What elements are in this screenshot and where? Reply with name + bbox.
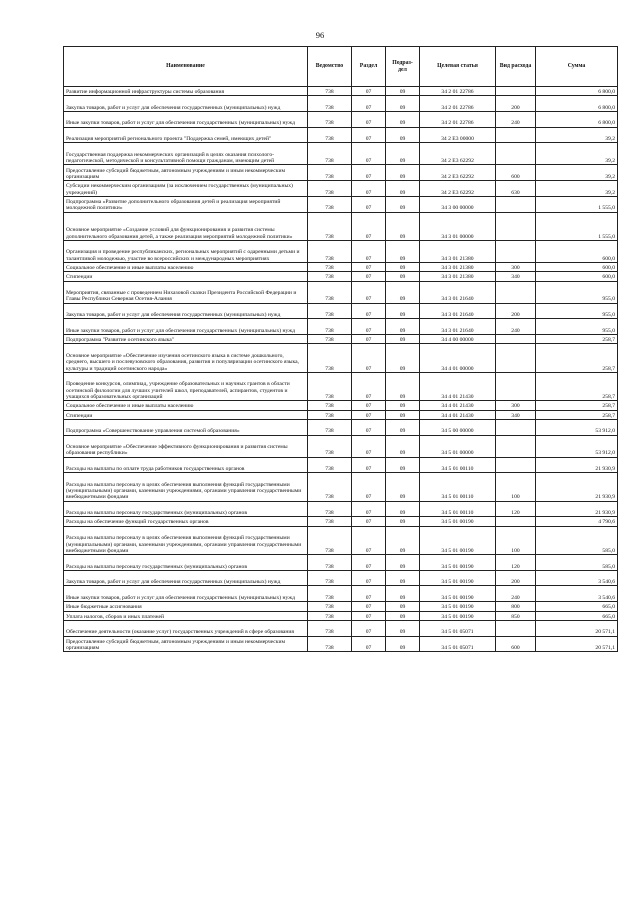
row-target-article: 34 5 01 00190 — [420, 517, 496, 526]
row-section: 07 — [352, 410, 386, 419]
row-department: 738 — [308, 602, 352, 611]
row-name: Социальное обеспечение и иные выплаты населению — [64, 401, 308, 410]
row-section: 07 — [352, 87, 386, 96]
table-row — [64, 87, 618, 96]
row-expense-type: 600 — [496, 165, 536, 181]
row-name: Расходы на выплаты персоналу государственных (муниципальных) органов — [64, 501, 308, 517]
row-name: Социальное обеспечение и иные выплаты населению — [64, 262, 308, 271]
row-subsection: 09 — [386, 501, 420, 517]
row-subsection: 09 — [386, 303, 420, 319]
row-target-article: 34 5 01 00110 — [420, 501, 496, 517]
row-name: Расходы на выплаты персоналу в целях обеспечения выполнения функций государственными (муниципальными) органами, казенными учреждениями, органами управления государственными внебюджетными фондами — [64, 526, 308, 554]
row-amount: 4 790,6 — [536, 517, 618, 526]
row-expense-type — [496, 196, 536, 212]
row-expense-type — [496, 344, 536, 372]
row-section: 07 — [352, 457, 386, 473]
row-subsection: 09 — [386, 87, 420, 96]
row-expense-type: 630 — [496, 181, 536, 197]
row-section: 07 — [352, 344, 386, 372]
row-subsection: 09 — [386, 112, 420, 128]
row-section: 07 — [352, 335, 386, 344]
row-department: 738 — [308, 319, 352, 335]
row-department: 738 — [308, 410, 352, 419]
row-section: 07 — [352, 112, 386, 128]
row-expense-type: 200 — [496, 96, 536, 112]
row-amount: 6 800,0 — [536, 87, 618, 96]
row-target-article: 34 4 01 21430 — [420, 410, 496, 419]
row-expense-type — [496, 143, 536, 165]
row-department: 738 — [308, 620, 352, 636]
row-department: 738 — [308, 303, 352, 319]
row-department: 738 — [308, 165, 352, 181]
row-subsection: 09 — [386, 517, 420, 526]
row-amount: 585,0 — [536, 555, 618, 571]
row-department: 738 — [308, 96, 352, 112]
row-subsection: 09 — [386, 570, 420, 586]
row-name: Расходы на выплаты персоналу в целях обеспечения выполнения функций государственными (муниципальными) органами, казенными учреждениями, органами управления государственными внебюджетными фондами — [64, 473, 308, 501]
table-row — [64, 127, 618, 143]
row-section: 07 — [352, 620, 386, 636]
row-name: Предоставление субсидий бюджетным, автономным учреждениям и иным некоммерческим организациям — [64, 636, 308, 652]
row-target-article: 34 5 01 05071 — [420, 620, 496, 636]
row-amount: 21 930,9 — [536, 501, 618, 517]
row-name: Расходы на обеспечение функций государственных органов — [64, 517, 308, 526]
row-section: 07 — [352, 303, 386, 319]
row-department: 738 — [308, 457, 352, 473]
row-name: Иные закупки товаров, работ и услуг для обеспечения государственных (муниципальных) нужд — [64, 112, 308, 128]
row-subsection: 09 — [386, 281, 420, 303]
row-target-article: 34 4 01 21430 — [420, 372, 496, 400]
row-name: Иные закупки товаров, работ и услуг для обеспечения государственных (муниципальных) нужд — [64, 586, 308, 602]
table-row — [64, 240, 618, 262]
row-subsection: 09 — [386, 344, 420, 372]
row-target-article: 34 5 01 00110 — [420, 473, 496, 501]
table-body — [64, 87, 618, 652]
row-amount: 258,7 — [536, 372, 618, 400]
row-amount: 21 930,9 — [536, 457, 618, 473]
row-target-article: 34 5 01 05071 — [420, 636, 496, 652]
row-name: Стипендии — [64, 272, 308, 281]
row-expense-type: 340 — [496, 410, 536, 419]
row-expense-type: 200 — [496, 570, 536, 586]
row-expense-type — [496, 281, 536, 303]
row-section: 07 — [352, 272, 386, 281]
row-target-article: 34 4 00 00000 — [420, 335, 496, 344]
row-department: 738 — [308, 435, 352, 457]
row-subsection: 09 — [386, 586, 420, 602]
row-department: 738 — [308, 570, 352, 586]
row-name: Расходы на выплаты персоналу государственных (муниципальных) органов — [64, 555, 308, 571]
row-target-article: 34 5 01 00190 — [420, 602, 496, 611]
row-amount: 53 912,0 — [536, 435, 618, 457]
row-subsection: 09 — [386, 165, 420, 181]
table-row — [64, 517, 618, 526]
row-section: 07 — [352, 517, 386, 526]
row-department: 738 — [308, 501, 352, 517]
row-subsection: 09 — [386, 372, 420, 400]
row-name: Стипендии — [64, 410, 308, 419]
row-name: Обеспечение деятельности (оказание услуг) государственных учреждений в сфере образования — [64, 620, 308, 636]
row-target-article: 34 5 01 00190 — [420, 555, 496, 571]
row-target-article: 34 2 E3 62292 — [420, 165, 496, 181]
row-name: Развитие информационной инфраструктуры системы образования — [64, 87, 308, 96]
row-department: 738 — [308, 611, 352, 620]
table-row — [64, 410, 618, 419]
budget-table — [63, 46, 618, 652]
row-section: 07 — [352, 526, 386, 554]
row-department: 738 — [308, 272, 352, 281]
row-expense-type: 300 — [496, 401, 536, 410]
row-expense-type: 300 — [496, 262, 536, 271]
row-subsection: 09 — [386, 181, 420, 197]
table-row — [64, 419, 618, 435]
row-amount: 665,0 — [536, 602, 618, 611]
row-expense-type: 800 — [496, 602, 536, 611]
row-department: 738 — [308, 344, 352, 372]
row-amount: 1 555,0 — [536, 196, 618, 212]
row-expense-type: 600 — [496, 636, 536, 652]
table-row — [64, 112, 618, 128]
row-subsection: 09 — [386, 555, 420, 571]
row-name: Государственная поддержка некоммерческих организаций в целях оказания психолого-педагогической, методической и консультативной помощи гражданам, имеющим детей — [64, 143, 308, 165]
row-amount: 39,2 — [536, 143, 618, 165]
col-header-target-article: Целевая статья — [420, 47, 496, 87]
row-department: 738 — [308, 87, 352, 96]
row-subsection: 09 — [386, 272, 420, 281]
row-department: 738 — [308, 112, 352, 128]
table-row — [64, 196, 618, 212]
row-name: Иные закупки товаров, работ и услуг для обеспечения государственных (муниципальных) нужд — [64, 319, 308, 335]
row-section: 07 — [352, 165, 386, 181]
row-subsection: 09 — [386, 620, 420, 636]
row-expense-type — [496, 457, 536, 473]
row-name: Уплата налогов, сборов и иных платежей — [64, 611, 308, 620]
row-department: 738 — [308, 401, 352, 410]
row-target-article: 34 3 01 21640 — [420, 303, 496, 319]
row-amount: 39,2 — [536, 181, 618, 197]
col-header-department: Ведомство — [308, 47, 352, 87]
row-section: 07 — [352, 555, 386, 571]
row-subsection: 09 — [386, 419, 420, 435]
row-expense-type: 120 — [496, 555, 536, 571]
row-expense-type — [496, 372, 536, 400]
row-target-article: 34 2 E3 62292 — [420, 143, 496, 165]
row-subsection: 09 — [386, 602, 420, 611]
row-subsection: 09 — [386, 240, 420, 262]
row-target-article: 34 2 01 22786 — [420, 96, 496, 112]
table-row — [64, 165, 618, 181]
row-name: Организация и проведение республиканских, региональных мероприятий с одаренными детьми и талантливой молодежью, участие во всероссийских и международных мероприятиях — [64, 240, 308, 262]
row-section: 07 — [352, 435, 386, 457]
table-row — [64, 262, 618, 271]
row-department: 738 — [308, 212, 352, 240]
row-section: 07 — [352, 602, 386, 611]
row-section: 07 — [352, 401, 386, 410]
row-section: 07 — [352, 181, 386, 197]
row-expense-type — [496, 517, 536, 526]
row-target-article: 34 5 01 00190 — [420, 611, 496, 620]
row-amount: 600,0 — [536, 272, 618, 281]
row-target-article: 34 5 00 00000 — [420, 419, 496, 435]
row-name: Реализация мероприятий регионального проекта "Поддержка семей, имеющих детей" — [64, 127, 308, 143]
row-expense-type — [496, 127, 536, 143]
row-amount: 21 930,9 — [536, 473, 618, 501]
row-name: Подпрограмма «Развитие дополнительного образования детей и реализация мероприятий молодежной политики» — [64, 196, 308, 212]
row-target-article: 34 2 01 22786 — [420, 87, 496, 96]
row-target-article: 34 3 01 21380 — [420, 240, 496, 262]
row-target-article: 34 3 01 21380 — [420, 262, 496, 271]
row-section: 07 — [352, 501, 386, 517]
row-target-article: 34 4 01 00000 — [420, 344, 496, 372]
row-target-article: 34 3 01 00000 — [420, 212, 496, 240]
row-expense-type: 240 — [496, 112, 536, 128]
row-section: 07 — [352, 473, 386, 501]
row-subsection: 09 — [386, 143, 420, 165]
col-header-section: Раздел — [352, 47, 386, 87]
header-row — [64, 47, 618, 87]
row-amount: 600,0 — [536, 240, 618, 262]
row-expense-type: 340 — [496, 272, 536, 281]
row-name: Основное мероприятие «Создание условий для функционирования и развития системы дополнительного образования детей, а также реализация мероприятий молодежной политики» — [64, 212, 308, 240]
row-expense-type: 100 — [496, 526, 536, 554]
row-amount: 20 571,1 — [536, 620, 618, 636]
row-name: Основное мероприятие «Обеспечение изучения осетинского языка в системе дошкольного, среднего, высшего и послевузовского образования, развития и популяризации осетинского языка, культуры и традиций осетинского народа» — [64, 344, 308, 372]
col-header-amount: Сумма — [536, 47, 618, 87]
table-row — [64, 344, 618, 372]
row-name: Закупка товаров, работ и услуг для обеспечения государственных (муниципальных) нужд — [64, 96, 308, 112]
row-amount: 258,7 — [536, 344, 618, 372]
row-department: 738 — [308, 281, 352, 303]
row-target-article: 34 5 01 00110 — [420, 457, 496, 473]
row-name: Иные бюджетные ассигнования — [64, 602, 308, 611]
row-expense-type — [496, 335, 536, 344]
row-amount: 1 555,0 — [536, 212, 618, 240]
row-expense-type — [496, 435, 536, 457]
row-name: Основное мероприятие «Обеспечение эффективного функционирования и развития системы образования республики» — [64, 435, 308, 457]
row-expense-type — [496, 87, 536, 96]
row-department: 738 — [308, 181, 352, 197]
table-row — [64, 473, 618, 501]
table-row — [64, 319, 618, 335]
row-subsection: 09 — [386, 212, 420, 240]
row-amount: 665,0 — [536, 611, 618, 620]
row-subsection: 09 — [386, 96, 420, 112]
row-subsection: 09 — [386, 435, 420, 457]
row-target-article: 34 3 01 21380 — [420, 272, 496, 281]
row-department: 738 — [308, 517, 352, 526]
table-row — [64, 281, 618, 303]
row-expense-type — [496, 419, 536, 435]
row-department: 738 — [308, 335, 352, 344]
row-name: Субсидии некоммерческим организациям (за исключением государственных (муниципальных) учреждений) — [64, 181, 308, 197]
row-amount: 585,0 — [536, 526, 618, 554]
row-department: 738 — [308, 526, 352, 554]
row-amount: 955,0 — [536, 303, 618, 319]
row-amount: 600,0 — [536, 262, 618, 271]
row-name: Мероприятия, связанные с проведением Нихазовой сказки Президента Российской Федерации и Главы Республики Северная Осетия-Алания — [64, 281, 308, 303]
row-expense-type — [496, 620, 536, 636]
row-expense-type — [496, 212, 536, 240]
row-subsection: 09 — [386, 196, 420, 212]
row-section: 07 — [352, 611, 386, 620]
row-amount: 39,2 — [536, 127, 618, 143]
row-section: 07 — [352, 636, 386, 652]
table-row — [64, 181, 618, 197]
row-amount: 258,7 — [536, 335, 618, 344]
row-target-article: 34 3 01 21640 — [420, 319, 496, 335]
row-amount: 258,7 — [536, 410, 618, 419]
row-name: Подпрограмма «Совершенствование управления системой образования» — [64, 419, 308, 435]
table-row — [64, 570, 618, 586]
table-row — [64, 372, 618, 400]
row-department: 738 — [308, 262, 352, 271]
row-amount: 6 800,0 — [536, 96, 618, 112]
table-row — [64, 272, 618, 281]
table-row — [64, 501, 618, 517]
row-section: 07 — [352, 586, 386, 602]
row-subsection: 09 — [386, 127, 420, 143]
row-name: Предоставление субсидий бюджетным, автономным учреждениям и иным некоммерческим организациям — [64, 165, 308, 181]
row-section: 07 — [352, 127, 386, 143]
row-amount: 20 571,1 — [536, 636, 618, 652]
row-expense-type: 200 — [496, 303, 536, 319]
row-section: 07 — [352, 96, 386, 112]
row-amount: 53 912,0 — [536, 419, 618, 435]
row-expense-type: 240 — [496, 319, 536, 335]
row-subsection: 09 — [386, 526, 420, 554]
table-row — [64, 636, 618, 652]
row-amount: 39,2 — [536, 165, 618, 181]
row-department: 738 — [308, 127, 352, 143]
row-department: 738 — [308, 473, 352, 501]
table-row — [64, 96, 618, 112]
table-row — [64, 212, 618, 240]
row-section: 07 — [352, 570, 386, 586]
row-section: 07 — [352, 281, 386, 303]
row-subsection: 09 — [386, 319, 420, 335]
row-subsection: 09 — [386, 262, 420, 271]
row-amount: 3 540,6 — [536, 570, 618, 586]
row-section: 07 — [352, 419, 386, 435]
page-number: 96 — [315, 30, 325, 40]
row-target-article: 34 5 01 00000 — [420, 435, 496, 457]
col-header-name: Наименование — [64, 47, 308, 87]
row-expense-type: 240 — [496, 586, 536, 602]
row-target-article: 34 5 01 00190 — [420, 586, 496, 602]
row-department: 738 — [308, 143, 352, 165]
row-name: Проведение конкурсов, олимпиад, учреждение образовательных и научных грантов в области осетинской филологии для лучших учителей школ, преподавателей, аспирантов, студентов и учащихся образовательных организаций — [64, 372, 308, 400]
row-amount: 3 540,6 — [536, 586, 618, 602]
row-amount: 6 800,0 — [536, 112, 618, 128]
row-expense-type: 100 — [496, 473, 536, 501]
table-row — [64, 611, 618, 620]
row-subsection: 09 — [386, 335, 420, 344]
row-target-article: 34 3 01 21640 — [420, 281, 496, 303]
row-subsection: 09 — [386, 611, 420, 620]
row-section: 07 — [352, 143, 386, 165]
row-department: 738 — [308, 555, 352, 571]
row-target-article: 34 2 E3 00000 — [420, 127, 496, 143]
table-row — [64, 143, 618, 165]
row-department: 738 — [308, 372, 352, 400]
row-department: 738 — [308, 419, 352, 435]
col-header-subsection: Подраз-дел — [386, 47, 420, 87]
row-amount: 258,7 — [536, 401, 618, 410]
table-row — [64, 586, 618, 602]
table-row — [64, 401, 618, 410]
row-name: Закупка товаров, работ и услуг для обеспечения государственных (муниципальных) нужд — [64, 570, 308, 586]
table-row — [64, 602, 618, 611]
row-target-article: 34 3 00 00000 — [420, 196, 496, 212]
row-subsection: 09 — [386, 410, 420, 419]
row-expense-type — [496, 240, 536, 262]
col-header-expense-type: Вид расхода — [496, 47, 536, 87]
row-department: 738 — [308, 586, 352, 602]
row-expense-type: 120 — [496, 501, 536, 517]
row-amount: 955,0 — [536, 319, 618, 335]
row-expense-type: 850 — [496, 611, 536, 620]
row-target-article: 34 5 01 00190 — [420, 526, 496, 554]
row-section: 07 — [352, 240, 386, 262]
row-department: 738 — [308, 196, 352, 212]
row-target-article: 34 5 01 00190 — [420, 570, 496, 586]
row-target-article: 34 2 E3 62292 — [420, 181, 496, 197]
row-subsection: 09 — [386, 457, 420, 473]
table-row — [64, 620, 618, 636]
row-target-article: 34 2 01 22786 — [420, 112, 496, 128]
row-name: Закупка товаров, работ и услуг для обеспечения государственных (муниципальных) нужд — [64, 303, 308, 319]
row-section: 07 — [352, 372, 386, 400]
row-subsection: 09 — [386, 473, 420, 501]
row-department: 738 — [308, 636, 352, 652]
row-section: 07 — [352, 262, 386, 271]
row-subsection: 09 — [386, 636, 420, 652]
row-target-article: 34 4 01 21430 — [420, 401, 496, 410]
table-row — [64, 335, 618, 344]
table-row — [64, 526, 618, 554]
row-subsection: 09 — [386, 401, 420, 410]
row-amount: 955,0 — [536, 281, 618, 303]
row-department: 738 — [308, 240, 352, 262]
row-section: 07 — [352, 212, 386, 240]
table-row — [64, 303, 618, 319]
row-name: Подпрограмма "Развитие осетинского языка" — [64, 335, 308, 344]
table-row — [64, 457, 618, 473]
table-row — [64, 555, 618, 571]
row-section: 07 — [352, 319, 386, 335]
row-name: Расходы на выплаты по оплате труда работников государственных органов — [64, 457, 308, 473]
table-row — [64, 435, 618, 457]
row-section: 07 — [352, 196, 386, 212]
